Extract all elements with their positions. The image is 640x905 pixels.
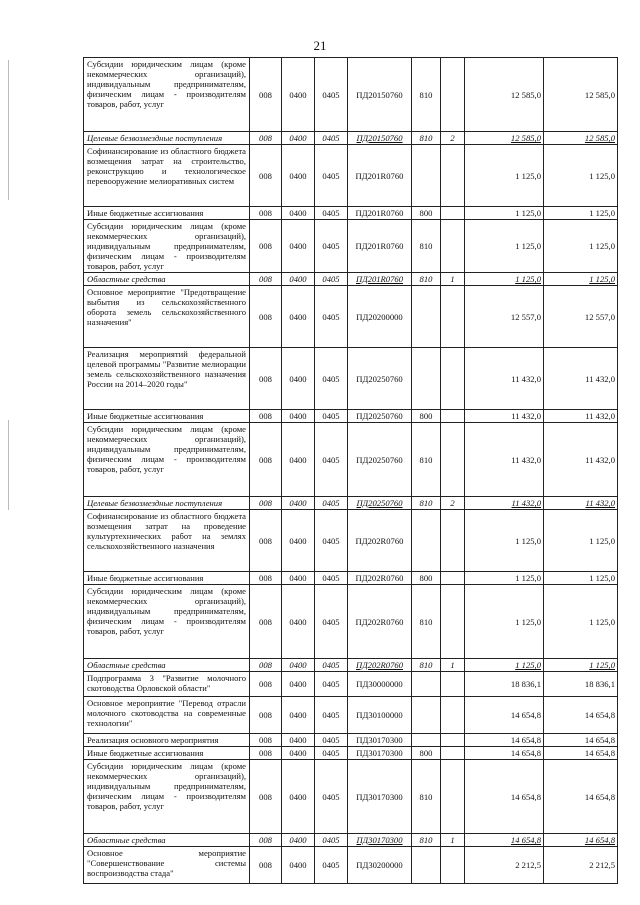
table-row	[84, 497, 618, 510]
funding-source-code	[441, 734, 465, 747]
target-article-code: ПД20250760	[348, 410, 412, 423]
expense-kind-code: 810	[412, 220, 441, 273]
subsection-code: 0405	[315, 207, 348, 220]
row-name: Субсидии юридическим лицам (кроме некоммерческих организаций), индивидуальным предпринимателям, физическим лицам - производителям товаров, работ, услуг	[84, 760, 250, 834]
amount-plan: 1 125,0	[465, 220, 544, 273]
table-row	[84, 510, 618, 572]
table-row	[84, 585, 618, 659]
funding-source-code	[441, 58, 465, 132]
amount-plan: 1 125,0	[465, 510, 544, 572]
target-article-code: ПД20250760	[348, 497, 412, 510]
section-code: 0400	[282, 585, 315, 659]
funding-source-code: 1	[441, 834, 465, 847]
funding-source-code	[441, 697, 465, 734]
expense-kind-code	[412, 348, 441, 410]
target-article-code: ПД201R0760	[348, 220, 412, 273]
target-article-code: ПД201R0760	[348, 273, 412, 286]
section-code: 0400	[282, 273, 315, 286]
funding-source-code: 2	[441, 132, 465, 145]
table-row	[84, 58, 618, 132]
ministry-code: 008	[250, 423, 282, 497]
ministry-code: 008	[250, 510, 282, 572]
table-row	[84, 659, 618, 672]
target-article-code: ПД20200000	[348, 286, 412, 348]
funding-source-code	[441, 286, 465, 348]
expense-kind-code	[412, 672, 441, 697]
section-code: 0400	[282, 734, 315, 747]
table-row	[84, 834, 618, 847]
row-name: Основное мероприятие "Совершенствование системы воспроизводства стада"	[84, 847, 250, 884]
subsection-code: 0405	[315, 497, 348, 510]
ministry-code: 008	[250, 132, 282, 145]
amount-plan: 12 585,0	[465, 132, 544, 145]
expense-kind-code: 810	[412, 834, 441, 847]
amount-executed: 2 212,5	[544, 847, 618, 884]
funding-source-code: 1	[441, 659, 465, 672]
row-name: Областные средства	[84, 659, 250, 672]
amount-executed: 14 654,8	[544, 697, 618, 734]
amount-executed: 18 836,1	[544, 672, 618, 697]
ministry-code: 008	[250, 672, 282, 697]
funding-source-code	[441, 572, 465, 585]
target-article-code: ПД30100000	[348, 697, 412, 734]
row-name: Иные бюджетные ассигнования	[84, 410, 250, 423]
section-code: 0400	[282, 207, 315, 220]
row-name: Целевые безвозмездные поступления	[84, 132, 250, 145]
section-code: 0400	[282, 497, 315, 510]
row-name: Основное мероприятие "Перевод отрасли молочного скотоводства на современные технологии"	[84, 697, 250, 734]
table-row	[84, 697, 618, 734]
amount-plan: 2 212,5	[465, 847, 544, 884]
expense-kind-code: 810	[412, 760, 441, 834]
funding-source-code	[441, 747, 465, 760]
funding-source-code	[441, 585, 465, 659]
subsection-code: 0405	[315, 132, 348, 145]
row-name: Субсидии юридическим лицам (кроме некоммерческих организаций), индивидуальным предпринимателям, физическим лицам - производителям товаров, работ, услуг	[84, 58, 250, 132]
subsection-code: 0405	[315, 585, 348, 659]
amount-executed: 1 125,0	[544, 510, 618, 572]
section-code: 0400	[282, 659, 315, 672]
row-name: Иные бюджетные ассигнования	[84, 572, 250, 585]
subsection-code: 0405	[315, 423, 348, 497]
expense-kind-code	[412, 697, 441, 734]
expense-kind-code: 810	[412, 132, 441, 145]
target-article-code: ПД30000000	[348, 672, 412, 697]
amount-plan: 1 125,0	[465, 572, 544, 585]
row-name: Реализация основного мероприятия	[84, 734, 250, 747]
expense-kind-code	[412, 510, 441, 572]
subsection-code: 0405	[315, 410, 348, 423]
subsection-code: 0405	[315, 286, 348, 348]
table-row	[84, 847, 618, 884]
amount-executed: 11 432,0	[544, 497, 618, 510]
subsection-code: 0405	[315, 145, 348, 207]
funding-source-code	[441, 847, 465, 884]
ministry-code: 008	[250, 207, 282, 220]
subsection-code: 0405	[315, 747, 348, 760]
target-article-code: ПД201R0760	[348, 207, 412, 220]
amount-plan: 1 125,0	[465, 585, 544, 659]
funding-source-code	[441, 410, 465, 423]
subsection-code: 0405	[315, 697, 348, 734]
row-name: Иные бюджетные ассигнования	[84, 207, 250, 220]
row-name: Субсидии юридическим лицам (кроме некоммерческих организаций), индивидуальным предпринимателям, физическим лицам - производителям товаров, работ, услуг	[84, 423, 250, 497]
budget-table	[83, 57, 618, 884]
ministry-code: 008	[250, 286, 282, 348]
subsection-code: 0405	[315, 834, 348, 847]
target-article-code: ПД30170300	[348, 834, 412, 847]
row-name: Иные бюджетные ассигнования	[84, 747, 250, 760]
ministry-code: 008	[250, 847, 282, 884]
funding-source-code	[441, 207, 465, 220]
ministry-code: 008	[250, 348, 282, 410]
amount-executed: 11 432,0	[544, 410, 618, 423]
table-row	[84, 572, 618, 585]
amount-plan: 14 654,8	[465, 747, 544, 760]
row-name: Областные средства	[84, 273, 250, 286]
section-code: 0400	[282, 348, 315, 410]
amount-plan: 1 125,0	[465, 659, 544, 672]
target-article-code: ПД30170300	[348, 747, 412, 760]
row-name: Софинансирование из областного бюджета возмещения затрат на проведение культуртехнических работ на землях сельскохозяйственного назначения	[84, 510, 250, 572]
funding-source-code	[441, 672, 465, 697]
scan-edge-mark	[8, 60, 9, 200]
ministry-code: 008	[250, 734, 282, 747]
amount-executed: 1 125,0	[544, 585, 618, 659]
subsection-code: 0405	[315, 760, 348, 834]
ministry-code: 008	[250, 273, 282, 286]
section-code: 0400	[282, 847, 315, 884]
ministry-code: 008	[250, 697, 282, 734]
amount-plan: 14 654,8	[465, 734, 544, 747]
ministry-code: 008	[250, 659, 282, 672]
subsection-code: 0405	[315, 734, 348, 747]
subsection-code: 0405	[315, 572, 348, 585]
funding-source-code	[441, 510, 465, 572]
ministry-code: 008	[250, 410, 282, 423]
table-row	[84, 273, 618, 286]
amount-executed: 1 125,0	[544, 207, 618, 220]
section-code: 0400	[282, 286, 315, 348]
amount-plan: 12 585,0	[465, 58, 544, 132]
target-article-code: ПД202R0760	[348, 585, 412, 659]
subsection-code: 0405	[315, 672, 348, 697]
expense-kind-code: 810	[412, 585, 441, 659]
expense-kind-code: 800	[412, 747, 441, 760]
expense-kind-code	[412, 145, 441, 207]
target-article-code: ПД20250760	[348, 348, 412, 410]
amount-executed: 12 557,0	[544, 286, 618, 348]
amount-executed: 14 654,8	[544, 834, 618, 847]
row-name: Областные средства	[84, 834, 250, 847]
amount-plan: 11 432,0	[465, 348, 544, 410]
amount-executed: 11 432,0	[544, 348, 618, 410]
expense-kind-code	[412, 286, 441, 348]
amount-plan: 12 557,0	[465, 286, 544, 348]
expense-kind-code: 810	[412, 497, 441, 510]
section-code: 0400	[282, 132, 315, 145]
table-row	[84, 220, 618, 273]
amount-executed: 1 125,0	[544, 659, 618, 672]
amount-executed: 1 125,0	[544, 145, 618, 207]
target-article-code: ПД30170300	[348, 734, 412, 747]
table-row	[84, 747, 618, 760]
target-article-code: ПД202R0760	[348, 659, 412, 672]
section-code: 0400	[282, 145, 315, 207]
amount-executed: 12 585,0	[544, 132, 618, 145]
table-row	[84, 132, 618, 145]
amount-executed: 1 125,0	[544, 572, 618, 585]
amount-plan: 18 836,1	[465, 672, 544, 697]
subsection-code: 0405	[315, 847, 348, 884]
amount-plan: 14 654,8	[465, 760, 544, 834]
expense-kind-code: 800	[412, 572, 441, 585]
section-code: 0400	[282, 747, 315, 760]
subsection-code: 0405	[315, 348, 348, 410]
amount-executed: 11 432,0	[544, 423, 618, 497]
row-name: Субсидии юридическим лицам (кроме некоммерческих организаций), индивидуальным предпринимателям, физическим лицам - производителям товаров, работ, услуг	[84, 585, 250, 659]
target-article-code: ПД20150760	[348, 58, 412, 132]
amount-plan: 1 125,0	[465, 273, 544, 286]
section-code: 0400	[282, 58, 315, 132]
ministry-code: 008	[250, 834, 282, 847]
funding-source-code	[441, 760, 465, 834]
section-code: 0400	[282, 834, 315, 847]
ministry-code: 008	[250, 58, 282, 132]
amount-executed: 1 125,0	[544, 220, 618, 273]
amount-executed: 14 654,8	[544, 760, 618, 834]
row-name: Целевые безвозмездные поступления	[84, 497, 250, 510]
funding-source-code	[441, 423, 465, 497]
subsection-code: 0405	[315, 659, 348, 672]
section-code: 0400	[282, 410, 315, 423]
ministry-code: 008	[250, 497, 282, 510]
target-article-code: ПД20250760	[348, 423, 412, 497]
table-row	[84, 207, 618, 220]
amount-plan: 11 432,0	[465, 497, 544, 510]
expense-kind-code: 810	[412, 659, 441, 672]
expense-kind-code: 800	[412, 410, 441, 423]
subsection-code: 0405	[315, 58, 348, 132]
amount-plan: 11 432,0	[465, 410, 544, 423]
funding-source-code: 1	[441, 273, 465, 286]
section-code: 0400	[282, 423, 315, 497]
table-row	[84, 410, 618, 423]
ministry-code: 008	[250, 747, 282, 760]
expense-kind-code: 810	[412, 423, 441, 497]
subsection-code: 0405	[315, 220, 348, 273]
target-article-code: ПД20150760	[348, 132, 412, 145]
section-code: 0400	[282, 697, 315, 734]
amount-executed: 14 654,8	[544, 747, 618, 760]
section-code: 0400	[282, 760, 315, 834]
table-row	[84, 734, 618, 747]
amount-executed: 14 654,8	[544, 734, 618, 747]
row-name: Основное мероприятие "Предотвращение выбытия из сельскохозяйственного оборота земель сельскохозяйственного назначения"	[84, 286, 250, 348]
expense-kind-code	[412, 734, 441, 747]
funding-source-code: 2	[441, 497, 465, 510]
row-name: Субсидии юридическим лицам (кроме некоммерческих организаций), индивидуальным предпринимателям, физическим лицам - производителям товаров, работ, услуг	[84, 220, 250, 273]
table-row	[84, 672, 618, 697]
table-row	[84, 145, 618, 207]
row-name: Подпрограмма 3 "Развитие молочного скотоводства Орловской области"	[84, 672, 250, 697]
section-code: 0400	[282, 672, 315, 697]
scan-edge-mark	[8, 420, 9, 510]
ministry-code: 008	[250, 760, 282, 834]
amount-plan: 11 432,0	[465, 423, 544, 497]
table-row	[84, 348, 618, 410]
ministry-code: 008	[250, 145, 282, 207]
expense-kind-code: 810	[412, 273, 441, 286]
section-code: 0400	[282, 220, 315, 273]
section-code: 0400	[282, 572, 315, 585]
target-article-code: ПД201R0760	[348, 145, 412, 207]
target-article-code: ПД202R0760	[348, 572, 412, 585]
amount-plan: 14 654,8	[465, 834, 544, 847]
amount-executed: 12 585,0	[544, 58, 618, 132]
target-article-code: ПД30200000	[348, 847, 412, 884]
row-name: Реализация мероприятий федеральной целевой программы "Развитие мелиорации земель сельскохозяйственного назначения России на 2014–2020 годы"	[84, 348, 250, 410]
budget-table-body	[84, 58, 618, 884]
ministry-code: 008	[250, 585, 282, 659]
expense-kind-code: 800	[412, 207, 441, 220]
target-article-code: ПД30170300	[348, 760, 412, 834]
target-article-code: ПД202R0760	[348, 510, 412, 572]
funding-source-code	[441, 220, 465, 273]
ministry-code: 008	[250, 572, 282, 585]
subsection-code: 0405	[315, 273, 348, 286]
funding-source-code	[441, 348, 465, 410]
amount-plan: 1 125,0	[465, 145, 544, 207]
expense-kind-code	[412, 847, 441, 884]
expense-kind-code: 810	[412, 58, 441, 132]
page-number: 21	[313, 38, 327, 53]
table-row	[84, 286, 618, 348]
funding-source-code	[441, 145, 465, 207]
section-code: 0400	[282, 510, 315, 572]
row-name: Софинансирование из областного бюджета возмещения затрат на строительство, реконструкцию и технологическое перевооружение мелиоративных систем	[84, 145, 250, 207]
amount-plan: 1 125,0	[465, 207, 544, 220]
ministry-code: 008	[250, 220, 282, 273]
amount-executed: 1 125,0	[544, 273, 618, 286]
subsection-code: 0405	[315, 510, 348, 572]
table-row	[84, 760, 618, 834]
amount-plan: 14 654,8	[465, 697, 544, 734]
table-row	[84, 423, 618, 497]
